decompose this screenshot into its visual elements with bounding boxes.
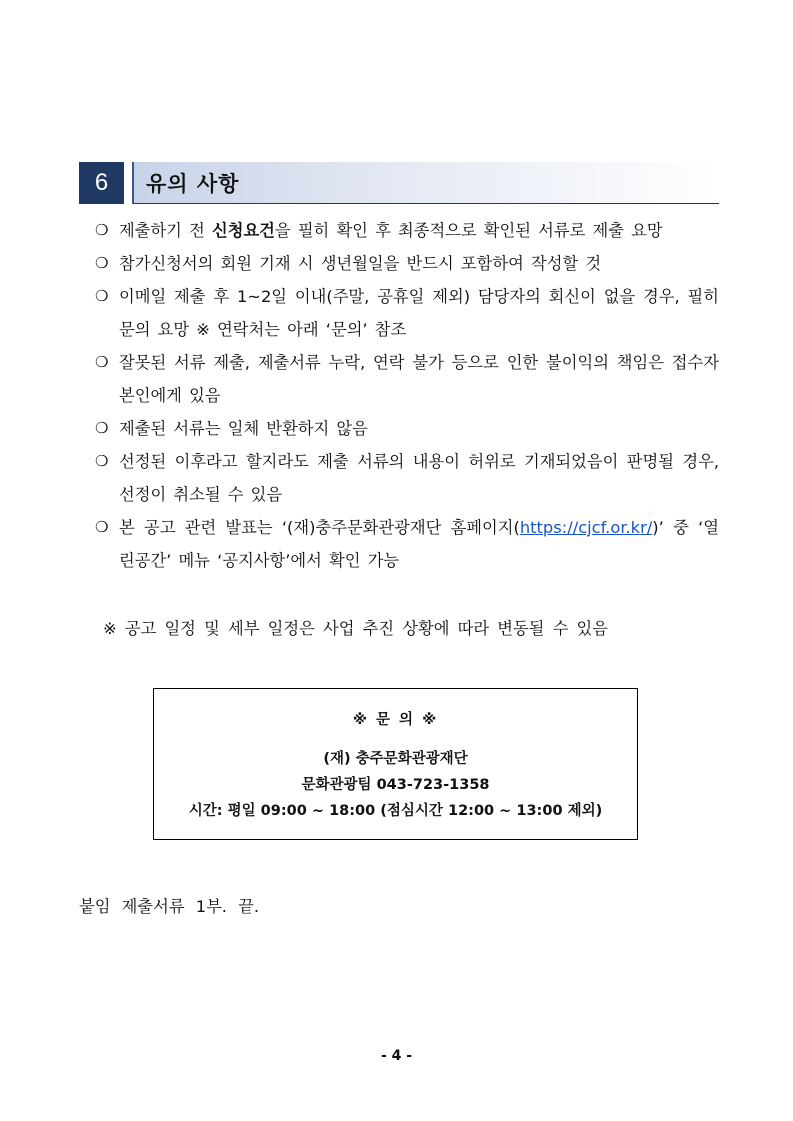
bullet-text: 제출하기 전 신청요건을 필히 확인 후 최종적으로 확인된 서류로 제출 요망 <box>119 221 663 240</box>
circle-bullet-icon: ❍ <box>95 221 109 239</box>
list-item <box>95 511 719 577</box>
list-item <box>95 412 719 445</box>
bullet-text: 이메일 제출 후 1~2일 이내(주말, 공휴일 제외) 담당자의 회신이 없을 경우, 필히 문의 요망 ※ 연락처는 아래 ‘문의’ 참조 <box>119 287 719 339</box>
contact-team-phone: 문화관광팀 043-723-1358 <box>301 777 490 793</box>
circle-bullet-icon: ❍ <box>95 452 109 470</box>
contact-hours: 시간: 평일 09:00 ~ 18:00 (점심시간 12:00 ~ 13:00 제외) <box>188 803 603 819</box>
circle-bullet-icon: ❍ <box>95 518 109 536</box>
contact-title: ※ 문 의 ※ <box>352 712 439 728</box>
list-item <box>95 346 719 412</box>
list-item <box>95 445 719 511</box>
contact-org: (재) 충주문화관광재단 <box>323 751 468 767</box>
bullet-text: 본 공고 관련 발표는 ‘(재)충주문화관광재단 홈페이지(https://cjcf.or.kr/)’ 중 ‘열린공간’ 메뉴 ‘공지사항’에서 확인 가능 <box>119 518 719 570</box>
circle-bullet-icon: ❍ <box>95 419 109 437</box>
bullet-text: 참가신청서의 회원 기재 시 생년월일을 반드시 포함하여 작성할 것 <box>119 254 602 273</box>
circle-bullet-icon: ❍ <box>95 287 109 305</box>
section-title: 유의 사항 <box>132 162 719 204</box>
bullet-text: 선정된 이후라고 할지라도 제출 서류의 내용이 허위로 기재되었음이 판명될 경우, 선정이 취소될 수 있음 <box>119 452 719 504</box>
circle-bullet-icon: ❍ <box>95 254 109 272</box>
contact-box <box>153 688 638 840</box>
schedule-note: ※ 공고 일정 및 세부 일정은 사업 추진 상황에 따라 변동될 수 있음 <box>103 619 608 638</box>
attachment-line: 붙임 제출서류 1부. 끝. <box>79 897 260 916</box>
bullet-text: 잘못된 서류 제출, 제출서류 누락, 연락 불가 등으로 인한 불이익의 책임은 접수자 본인에게 있음 <box>119 353 719 405</box>
page-number: - 4 - <box>380 1048 413 1064</box>
list-item <box>95 214 719 247</box>
section-header <box>79 162 719 204</box>
list-item <box>95 280 719 346</box>
circle-bullet-icon: ❍ <box>95 353 109 371</box>
bullet-text: 제출된 서류는 일체 반환하지 않음 <box>119 419 368 438</box>
emphasis-text: 신청요건 <box>212 221 275 240</box>
section-number: 6 <box>79 162 124 204</box>
list-item <box>95 247 719 280</box>
notice-list <box>95 214 719 577</box>
homepage-link[interactable]: https://cjcf.or.kr/ <box>519 518 653 537</box>
